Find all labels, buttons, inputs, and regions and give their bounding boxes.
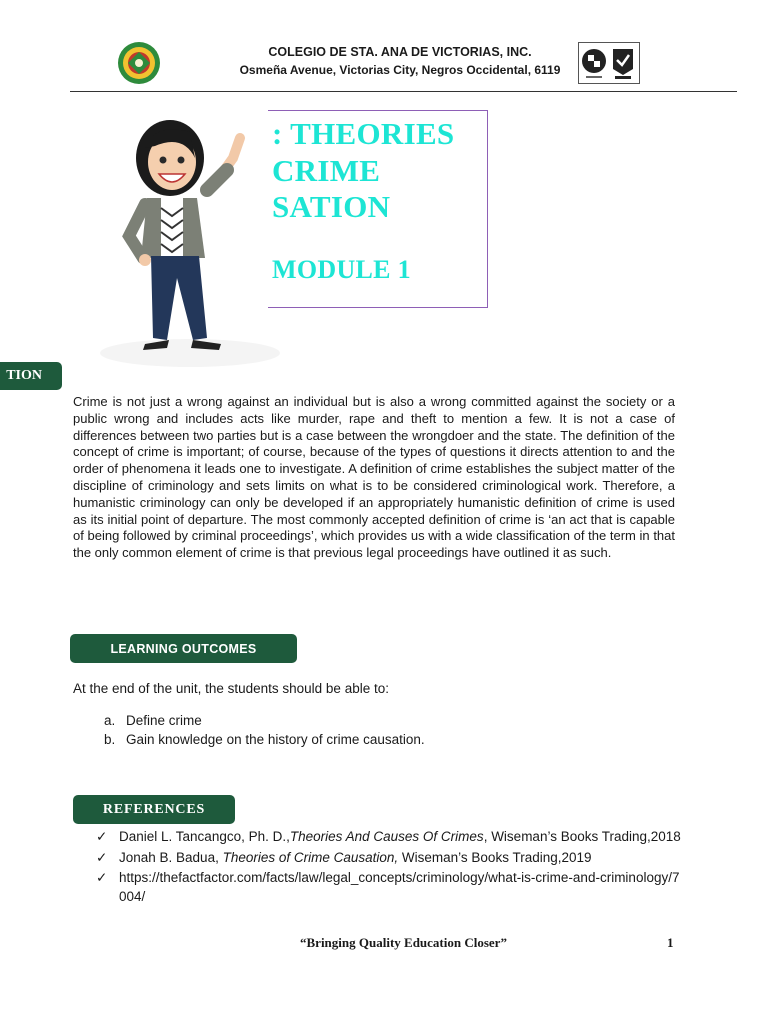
reference-author: Jonah B. Badua, xyxy=(119,849,223,865)
header-divider xyxy=(70,91,737,92)
school-name: COLEGIO DE STA. ANA DE VICTORIAS, INC. xyxy=(268,45,532,59)
module-label: MODULE 1 xyxy=(272,255,411,284)
reference-title: Theories And Causes Of Crimes xyxy=(289,829,484,844)
list-item-text: Gain knowledge on the history of crime causation. xyxy=(126,732,425,747)
list-item xyxy=(96,849,686,868)
reference-author: Daniel L. Tancangco, Ph. D., xyxy=(119,829,290,844)
learning-outcomes-tab: LEARNING OUTCOMES xyxy=(70,634,297,663)
title-line-3: SATION xyxy=(272,189,391,224)
reference-publisher: , Wiseman’s Books Trading,2018 xyxy=(483,829,681,844)
reference-url[interactable]: https://thefactfactor.com/facts/law/legal_concepts/criminology/what-is-crime-and-criminology/7004/ xyxy=(119,870,680,904)
teacher-avatar-waving-icon xyxy=(95,108,285,368)
references-tab: REFERENCES xyxy=(73,795,235,824)
references-list xyxy=(96,828,686,908)
list-item-text: Define crime xyxy=(126,713,202,728)
learning-outcomes-list xyxy=(104,711,425,749)
title-line-1: : THEORIES xyxy=(272,116,455,151)
list-item[interactable] xyxy=(96,869,686,906)
iso-certification-icon xyxy=(578,42,640,84)
list-item xyxy=(104,730,425,749)
school-address: Osmeña Avenue, Victorias City, Negros Occidental, 6119 xyxy=(239,63,561,77)
list-item xyxy=(96,828,686,847)
list-item xyxy=(104,711,425,730)
checkmark-icon: ✓ xyxy=(96,829,108,844)
page-number: 1 xyxy=(667,935,674,950)
reference-title: Theories of Crime Causation, xyxy=(222,849,399,865)
list-marker: b. xyxy=(104,732,116,747)
school-seal-icon xyxy=(114,40,164,86)
list-marker: a. xyxy=(104,713,116,728)
footer-motto: “Bringing Quality Education Closer” xyxy=(300,935,507,950)
checkmark-icon: ✓ xyxy=(96,870,108,885)
checkmark-icon: ✓ xyxy=(96,849,108,865)
title-line-2: CRIME xyxy=(272,153,381,188)
introduction-tab: TION xyxy=(0,362,62,390)
learning-outcomes-lead: At the end of the unit, the students should be able to: xyxy=(73,681,389,696)
reference-publisher: Wiseman’s Books Trading,2019 xyxy=(398,849,592,865)
introduction-paragraph: Crime is not just a wrong against an individual but is also a wrong committed against the society or a public wrong and includes acts like murder, rape and theft to mention a few. It is not a case of differences between two parties but is a case between the wrongdoer and the state. The definition of the concept of crime is important; of course, because of the types of questions it directs attention to and the order of phenomena it leads one to investigate. A definition of crime establishes the subject matter of the discipline of criminology and sets limits on what is to be considered criminological work. Therefore, a humanistic criminology can only be developed if an appropriately humanistic definition of crime is used as its initial point of departure. The most commonly accepted definition of crime is ‘an act that is capable of being followed by criminal proceedings’, which provides us with a wide classification of the term in that the only common element of crime is that previous legal proceedings have outlined it as such. xyxy=(73,394,675,561)
